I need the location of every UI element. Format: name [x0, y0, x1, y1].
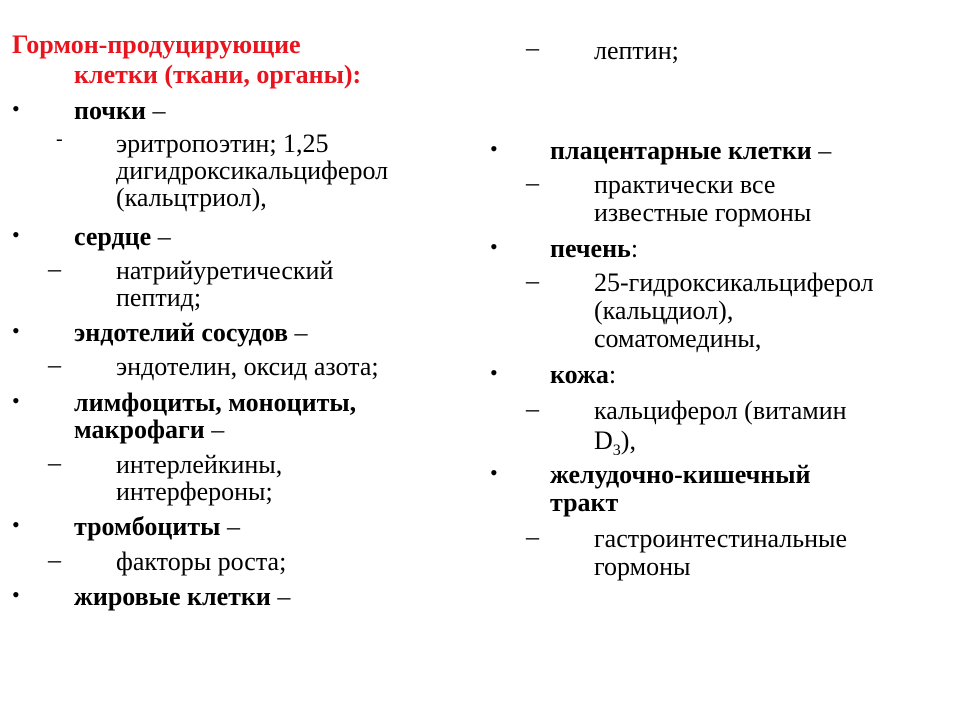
skin-text-1: кальциферол (витамин: [594, 396, 847, 425]
kidneys-text-2: дигидроксикальциферол: [116, 156, 389, 185]
platelets-suffix: –: [220, 512, 240, 541]
gi-tract-label-2: тракт: [550, 488, 619, 517]
endothelium-text: эндотелин, оксид азота;: [116, 352, 379, 381]
liver-label: печень: [550, 234, 631, 263]
bullet-liver: •: [490, 234, 498, 259]
item-endothelium: [74, 318, 308, 348]
item-liver: [550, 234, 638, 264]
skin-suffix: :: [608, 360, 617, 389]
platelets-label: тромбоциты: [74, 512, 221, 541]
liver-text-3: соматомедины,: [594, 324, 762, 353]
lymphocytes-suffix: –: [204, 415, 225, 444]
fat-cells-suffix: –: [270, 582, 291, 611]
gi-tract-text-1: гастроинтестинальные: [594, 524, 848, 553]
gi-tract-label-1: желудочно-кишечный: [550, 460, 811, 489]
gi-tract-text-2: гормоны: [594, 552, 691, 581]
liver-text-2: (кальцдиол),: [594, 296, 734, 325]
dash-endothelium: –: [48, 350, 61, 379]
bullet-skin: •: [490, 360, 498, 385]
bullet-gi-tract: •: [490, 460, 498, 485]
bullet-placenta: •: [490, 136, 498, 161]
liver-text-1: 25-гидроксикальциферол: [594, 268, 874, 297]
dash-lymphocytes: –: [48, 448, 61, 477]
platelets-text: факторы роста;: [116, 547, 287, 576]
placenta-label: плацентарные клетки: [550, 136, 812, 165]
dash-platelets: –: [48, 545, 61, 574]
skin-vitamin-d: D: [594, 426, 613, 455]
bullet-kidneys: •: [12, 96, 20, 121]
dash-skin: –: [526, 394, 539, 423]
endothelium-label: эндотелий сосудов: [74, 318, 289, 347]
item-fat-cells: [74, 582, 290, 612]
dash-leptin: –: [526, 33, 539, 62]
liver-suffix: :: [630, 234, 639, 263]
dash-liver: –: [526, 266, 539, 295]
kidneys-text-3: (кальцтриол),: [116, 183, 267, 212]
placenta-text-1: практически все: [594, 170, 776, 199]
bullet-fat-cells: •: [12, 582, 20, 607]
skin-vitamin-d-subscript: 3: [612, 442, 621, 459]
kidneys-label: почки: [74, 96, 146, 125]
fat-cells-label: жировые клетки: [74, 582, 271, 611]
heart-text-1: натрийуретический: [116, 256, 334, 285]
dash-kidneys: -: [56, 128, 63, 150]
item-placenta: [550, 136, 831, 166]
dash-heart: –: [48, 254, 61, 283]
item-heart: [74, 222, 171, 252]
skin-text-2: [594, 426, 636, 459]
leptin-text: лептин;: [594, 36, 679, 65]
placenta-text-2: известные гормоны: [594, 198, 812, 227]
lymphocytes-text-2: интерфероны;: [116, 477, 273, 506]
heart-label: сердце: [74, 222, 152, 251]
heart-suffix: –: [151, 222, 171, 251]
skin-text-2-end: ),: [620, 426, 636, 455]
title-line-1: Гормон-продуцирующие: [12, 30, 301, 59]
kidneys-suffix: –: [145, 96, 166, 125]
endothelium-suffix: –: [288, 318, 308, 347]
bullet-lymphocytes: •: [12, 388, 20, 413]
item-kidneys: [74, 96, 165, 126]
skin-label: кожа: [550, 360, 609, 389]
dash-placenta: –: [526, 168, 539, 197]
lymphocytes-text-1: интерлейкины,: [116, 450, 283, 479]
heart-text-2: пептид;: [116, 283, 202, 312]
kidneys-text-1: эритропоэтин; 1,25: [116, 129, 329, 158]
lymphocytes-label-2: макрофаги: [74, 415, 205, 444]
bullet-endothelium: •: [12, 318, 20, 343]
item-platelets: [74, 512, 240, 542]
bullet-heart: •: [12, 222, 20, 247]
item-skin: [550, 360, 616, 390]
placenta-suffix: –: [811, 136, 832, 165]
title-line-2: клетки (ткани, органы):: [74, 60, 362, 89]
lymphocytes-label-1: лимфоциты, моноциты,: [74, 388, 357, 417]
item-lymphocytes-line-2: [74, 415, 224, 445]
dash-gi-tract: –: [526, 522, 539, 551]
bullet-platelets: •: [12, 512, 20, 537]
